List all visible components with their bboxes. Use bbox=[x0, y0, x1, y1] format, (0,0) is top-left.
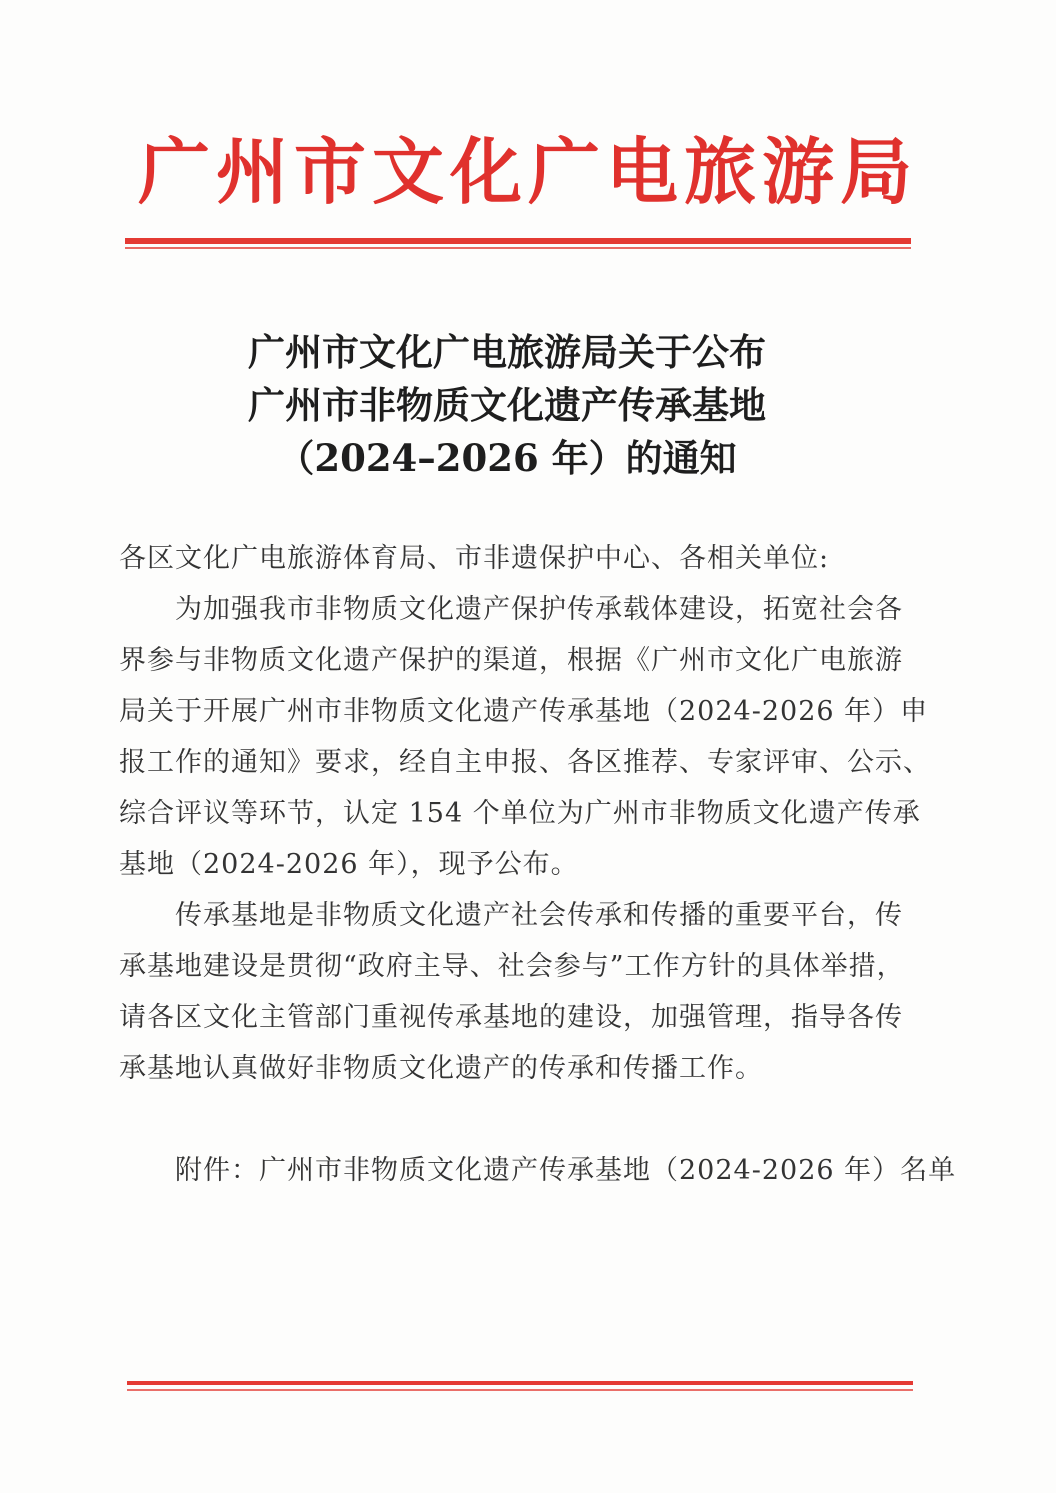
paragraph-line: 局关于开展广州市非物质文化遗产传承基地（2024-2026 年）申 bbox=[119, 696, 929, 727]
paragraph-line: 报工作的通知》要求，经自主申报、各区推荐、专家评审、公示、 bbox=[119, 747, 931, 778]
paragraph-line: 界参与非物质文化遗产保护的渠道，根据《广州市文化广电旅游 bbox=[119, 645, 903, 676]
attachment-line: 附件：广州市非物质文化遗产传承基地（2024-2026 年）名单 bbox=[175, 1155, 957, 1186]
paragraph-line: 承基地建设是贯彻“政府主导、社会参与”工作方针的具体举措， bbox=[119, 951, 905, 982]
title-line: （2024–2026 年）的通知 bbox=[277, 436, 737, 480]
paragraph-line: 传承基地是非物质文化遗产社会传承和传播的重要平台，传 bbox=[175, 900, 903, 931]
paragraph-line: 综合评议等环节，认定 154 个单位为广州市非物质文化遗产传承 bbox=[119, 798, 921, 829]
title-line: 广州市非物质文化遗产传承基地 bbox=[248, 383, 766, 427]
paragraph-1 bbox=[119, 584, 931, 890]
letterhead-org-name: 广州市文化广电旅游局 bbox=[137, 129, 918, 214]
letterhead-red-rule-thin bbox=[125, 247, 911, 249]
paragraph-line: 基地（2024-2026 年），现予公布。 bbox=[119, 849, 579, 880]
letterhead-red-rule bbox=[125, 238, 911, 244]
paragraph-line: 承基地认真做好非物质文化遗产的传承和传播工作。 bbox=[119, 1053, 763, 1084]
spacer bbox=[119, 1094, 901, 1145]
paragraph-line: 为加强我市非物质文化遗产保护传承载体建设，拓宽社会各 bbox=[175, 594, 903, 625]
footer-red-rule bbox=[127, 1381, 913, 1385]
salutation: 各区文化广电旅游体育局、市非遗保护中心、各相关单位: bbox=[119, 543, 830, 574]
footer-red-rule-thin bbox=[127, 1389, 913, 1391]
document-body bbox=[119, 533, 957, 1196]
paragraph-line: 请各区文化主管部门重视传承基地的建设，加强管理，指导各传 bbox=[119, 1002, 903, 1033]
paragraph-2 bbox=[119, 890, 905, 1094]
document-title bbox=[0, 326, 1014, 485]
title-line: 广州市文化广电旅游局关于公布 bbox=[248, 330, 766, 374]
